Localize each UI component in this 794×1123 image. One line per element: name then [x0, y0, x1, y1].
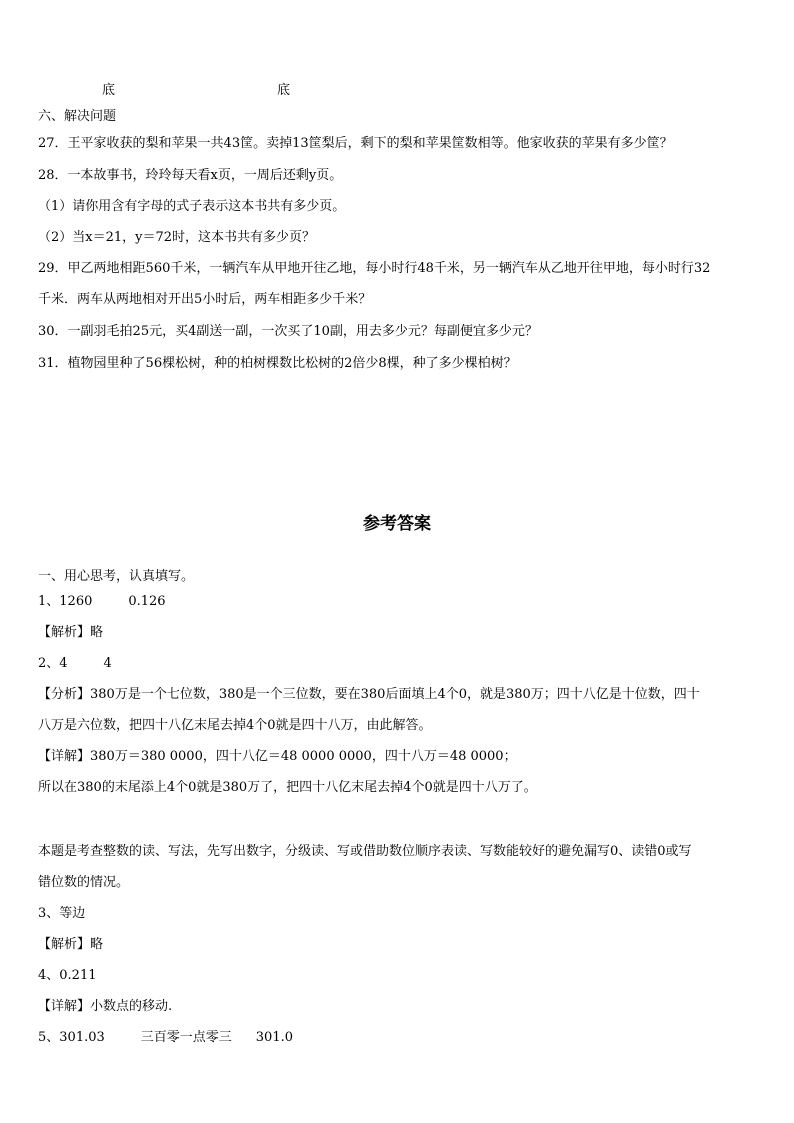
answer-4-detail: 【详解】小数点的移动. — [38, 999, 173, 1014]
answer-2-analysis-line-1: 【分析】380万是一个七位数，380是一个三位数，要在380后面填上4个0，就是380万；四十八亿是十位数，四十 — [38, 687, 700, 702]
answer-2-detail: 【详解】380万＝380 0000，四十八亿＝48 0000 0000，四十八万＝48 0000； — [38, 749, 517, 764]
answer-1-number: 1、1260 — [38, 594, 93, 609]
base-label-right: 底 — [277, 83, 291, 98]
question-30: 30．一副羽毛拍25元，买4副送一副，一次买了10副，用去多少元？每副便宜多少元？ — [38, 324, 538, 339]
answer-1-analysis: 【解析】略 — [38, 625, 104, 640]
question-28-part-1: （1）请你用含有字母的式子表示这本书共有多少页。 — [38, 199, 346, 214]
question-31: 31．植物园里种了56棵松树，种的柏树棵数比松树的2倍少8棵，种了多少棵柏树？ — [38, 356, 517, 371]
answer-2-conclusion: 所以在380的末尾添上4个0就是380万了，把四十八亿末尾去掉4个0就是四十八万了。 — [38, 780, 537, 795]
question-27: 27．王平家收获的梨和苹果一共43筐。卖掉13筐梨后，剩下的梨和苹果筐数相等。他家收获的苹果有多少筐？ — [38, 136, 673, 151]
answer-2-note-line-1: 本题是考查整数的读、写法，先写出数字，分级读、写或借助数位顺序表读、写数能较好的避免漏写0、读错0或写 — [38, 844, 692, 859]
answer-2-note-line-2: 错位数的情况。 — [38, 875, 130, 890]
answers-section-1-heading: 一、用心思考，认真填写。 — [38, 569, 195, 584]
answer-1 — [38, 593, 166, 611]
answer-3-analysis: 【解析】略 — [38, 937, 104, 952]
answers-title: 参考答案 — [363, 514, 431, 534]
question-28-part-2: （2）当x＝21，y＝72时，这本书共有多少页？ — [38, 230, 316, 245]
question-29-line-1: 29．甲乙两地相距560千米，一辆汽车从甲地开往乙地，每小时行48千米，另一辆汽车从乙地开往甲地，每小时行32 — [38, 261, 711, 276]
answer-5-number: 5、301.03 — [38, 1030, 105, 1045]
answer-1-value: 0.126 — [128, 594, 166, 609]
answer-5-words: 三百零一点零三 — [140, 1030, 232, 1045]
answer-5 — [38, 1029, 293, 1047]
answer-2-value: 4 — [103, 656, 112, 671]
answer-2-analysis-line-2: 八万是六位数，把四十八亿末尾去掉4个0就是四十八万，由此解答。 — [38, 718, 432, 733]
answer-4: 4、0.211 — [38, 968, 97, 983]
question-28: 28．一本故事书，玲玲每天看x页，一周后还剩y页。 — [38, 168, 343, 183]
answer-5-value: 301.0 — [255, 1030, 293, 1045]
answer-2-number: 2、4 — [38, 656, 68, 671]
answer-2 — [38, 655, 112, 673]
section-heading-solve: 六、解决问题 — [38, 109, 117, 124]
question-29-line-2: 千米．两车从两地相对开出5小时后，两车相距多少千米？ — [38, 292, 372, 307]
answer-3: 3、等边 — [38, 906, 86, 921]
base-label-left: 底 — [102, 83, 116, 98]
